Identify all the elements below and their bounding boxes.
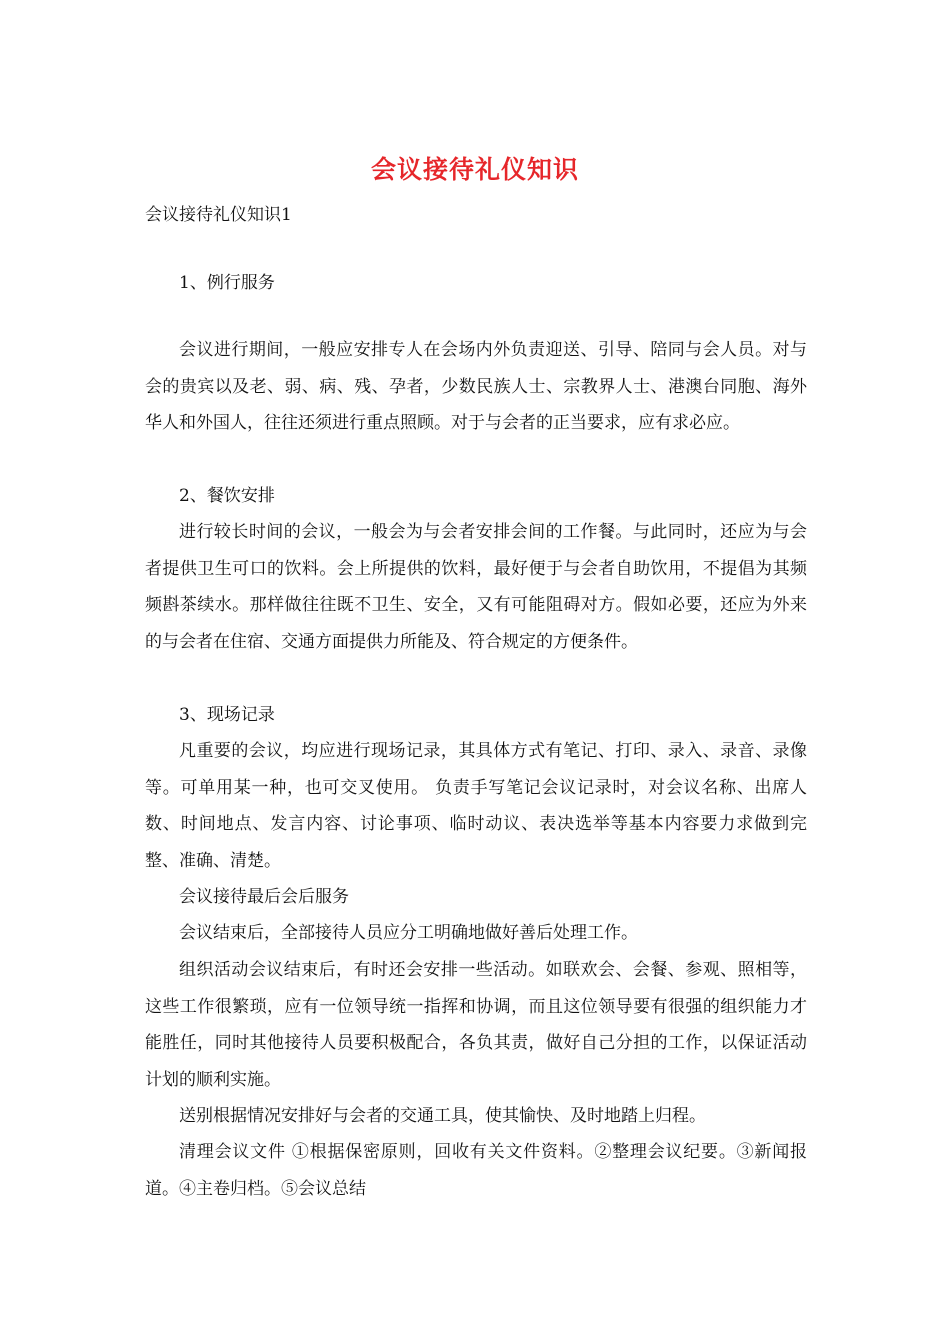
section-4-paragraph-3: 送别根据情况安排好与会者的交通工具，使其愉快、及时地踏上归程。 (179, 1106, 706, 1126)
section-3-heading: 3、现场记录 (179, 705, 275, 725)
section-2-heading: 2、餐饮安排 (179, 486, 275, 506)
document-subtitle: 会议接待礼仪知识1 (145, 205, 292, 225)
document-title: 会议接待礼仪知识 (370, 155, 579, 184)
section-4-paragraph-4: 清理会议文件 ①根据保密原则，回收有关文件资料。②整理会议纪要。③新闻报道。④主卷归档。⑤会议总结 (145, 1142, 807, 1199)
section-3-paragraph: 凡重要的会议，均应进行现场记录，其具体方式有笔记、打印、录入、录音、录像等。可单用某一种，也可交叉使用。 负责手写笔记会议记录时，对会议名称、出席人数、时间地点、发言内容、讨论事项、临时动议、表决选举等基本内容要力求做到完整、准确、清楚。 (145, 741, 807, 871)
section-1-heading: 1、例行服务 (179, 273, 275, 293)
section-1-paragraph: 会议进行期间，一般应安排专人在会场内外负责迎送、引导、陪同与会人员。对与会的贵宾以及老、弱、病、残、孕者，少数民族人士、宗教界人士、港澳台同胞、海外华人和外国人，往往还须进行重点照顾。对于与会者的正当要求，应有求必应。 (145, 340, 807, 434)
section-4-paragraph-2: 组织活动会议结束后，有时还会安排一些活动。如联欢会、会餐、参观、照相等，这些工作很繁琐，应有一位领导统一指挥和协调，而且这位领导要有很强的组织能力才能胜任，同时其他接待人员要积极配合，各负其责，做好自己分担的工作，以保证活动计划的顺利实施。 (145, 960, 807, 1090)
section-2-paragraph: 进行较长时间的会议，一般会为与会者安排会间的工作餐。与此同时，还应为与会者提供卫生可口的饮料。会上所提供的饮料，最好便于与会者自助饮用，不提倡为其频频斟茶续水。那样做往往既不卫生、安全，又有可能阻碍对方。假如必要，还应为外来的与会者在住宿、交通方面提供力所能及、符合规定的方便条件。 (145, 522, 807, 652)
section-4-heading: 会议接待最后会后服务 (179, 887, 349, 907)
section-4-paragraph-1: 会议结束后，全部接待人员应分工明确地做好善后处理工作。 (179, 923, 638, 943)
